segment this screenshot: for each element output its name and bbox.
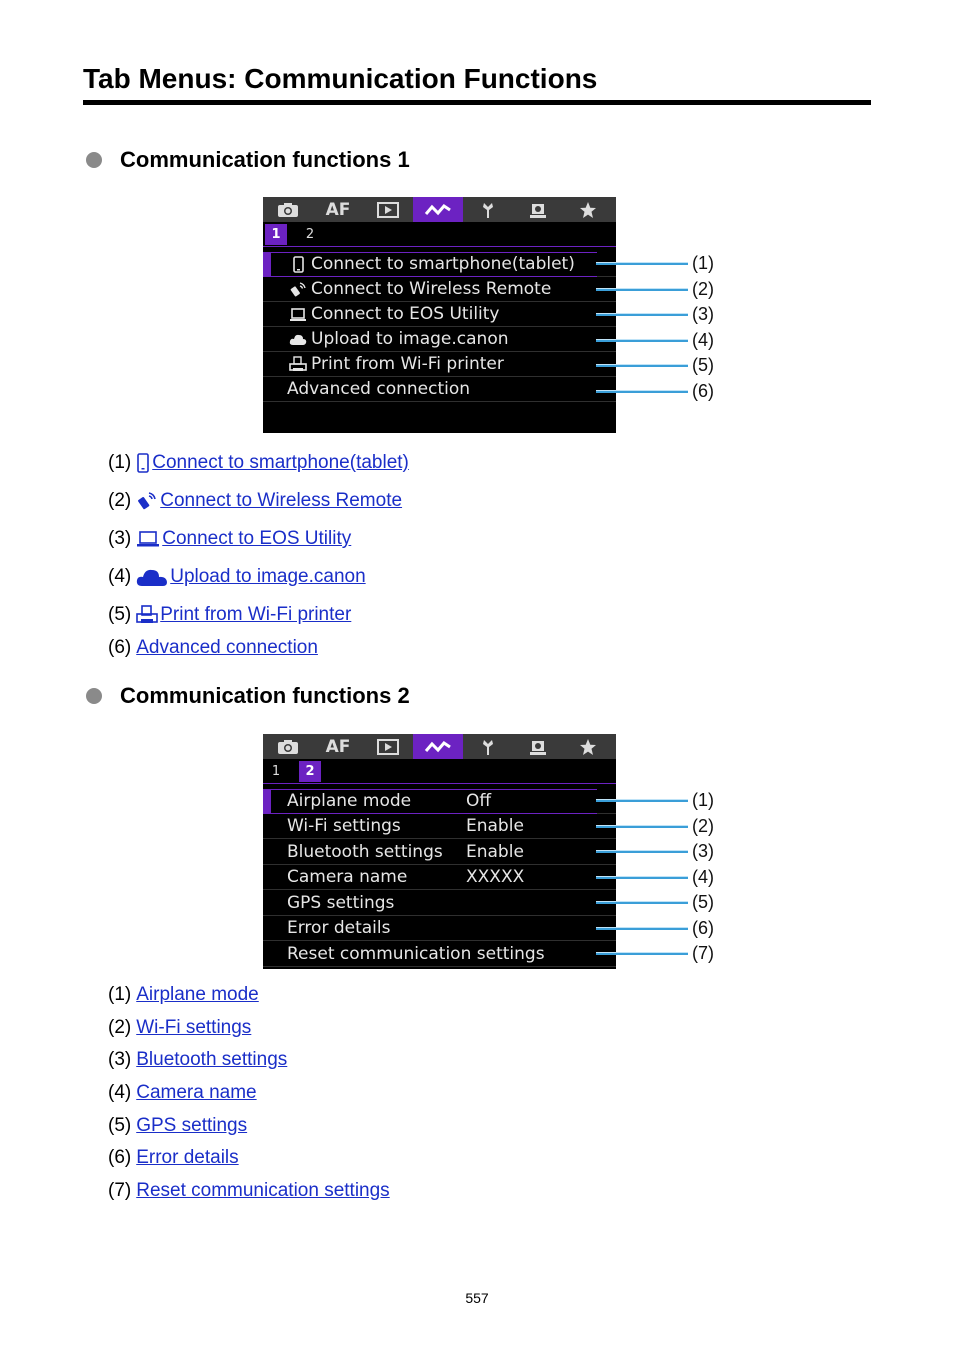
menu-row [263,891,616,916]
page-2-indicator: 2 [299,761,321,782]
link-connect-eos-utility[interactable]: Connect to EOS Utility [162,528,352,549]
list-item: (5) GPS settings [108,1115,248,1136]
menu-row-label: Upload to image.canon [311,329,509,349]
page-1-indicator: 1 [265,224,287,245]
list-item: (3) Bluetooth settings [108,1049,288,1070]
menu-row-label: Camera name [287,867,408,887]
printer-icon [136,604,158,626]
menu-row-label: Wi-Fi settings [287,816,401,836]
menu-tab-bar [263,734,616,759]
menu-row [263,916,616,941]
menu-row-label: Bluetooth settings [287,842,443,862]
tab-star-icon [563,197,613,222]
menu-row [263,814,616,839]
link-connect-smartphone[interactable]: Connect to smartphone(tablet) [152,452,409,473]
tab-custom-icon [513,197,563,222]
callout-number: (4) [692,867,714,887]
laptop-icon [136,528,160,550]
section-heading-text: Communication functions 1 [120,147,410,172]
bullet-icon [86,152,102,168]
menu-row [263,277,616,302]
menu-row-value: Enable [466,842,524,862]
menu-row-label: Connect to EOS Utility [311,304,500,324]
tab-wrench-icon [463,734,513,759]
menu-row-label: Error details [287,918,391,938]
link-airplane-mode[interactable]: Airplane mode [136,984,259,1005]
link-connect-wireless-remote[interactable]: Connect to Wireless Remote [160,490,403,511]
camera-menu-screenshot-1 [263,197,616,433]
link-bluetooth-settings[interactable]: Bluetooth settings [136,1049,288,1070]
list-item: (3) Connect to EOS Utility [108,528,352,549]
menu-row-label: Reset communication settings [287,944,545,964]
callout-number: (5) [692,355,714,375]
list-item: (2) Wi-Fi settings [108,1017,252,1038]
tab-af: AF [325,736,351,757]
callout-number: (5) [692,892,714,912]
link-wifi-settings[interactable]: Wi-Fi settings [136,1017,252,1038]
tab-star-icon [563,734,613,759]
tab-camera-icon [263,734,313,759]
list-item: (6) Error details [108,1147,239,1168]
menu-row-label: Connect to Wireless Remote [311,279,552,299]
page-2-indicator: 2 [305,227,315,242]
menu-page-bar [263,759,616,784]
printer-icon [289,356,307,373]
page-1-indicator: 1 [271,764,281,779]
menu-row [263,865,616,890]
tab-communication-icon [413,734,463,759]
menu-row [263,327,616,352]
menu-row-label: Connect to smartphone(tablet) [311,254,575,274]
section-heading-2 [86,681,410,711]
tab-playback-icon [363,734,413,759]
callout-number: (3) [692,841,714,861]
link-print-wifi-printer[interactable]: Print from Wi-Fi printer [160,604,352,625]
callout-number: (7) [692,943,714,963]
menu-row-label: Airplane mode [287,791,412,811]
callout-number: (2) [692,816,714,836]
menu-row [263,789,616,814]
link-camera-name[interactable]: Camera name [136,1082,257,1103]
menu-row-value: Enable [466,816,524,836]
menu-row [263,942,616,967]
callout-number: (6) [692,381,714,401]
menu-row-value: XXXXX [466,867,525,887]
menu-row-label: Advanced connection [287,379,471,399]
menu-row-value: Off [466,791,492,811]
cloud-icon [289,331,307,348]
menu-row [263,377,616,402]
menu-row [263,302,616,327]
list-item: (4) Camera name [108,1082,257,1103]
list-item: (2) Connect to Wireless Remote [108,490,403,511]
wireless-remote-icon [136,490,158,512]
callout-number: (4) [692,330,714,350]
list-item: (1) Connect to smartphone(tablet) [108,452,409,473]
page-title: Tab Menus: Communication Functions [83,62,871,105]
tab-custom-icon [513,734,563,759]
section-heading-text: Communication functions 2 [120,683,410,708]
menu-row [263,252,616,277]
link-error-details[interactable]: Error details [136,1147,239,1168]
callout-number: (2) [692,279,714,299]
menu-row-label: GPS settings [287,893,395,913]
callout-number: (1) [692,253,714,273]
tab-camera-icon [263,197,313,222]
wireless-remote-icon [289,281,307,298]
laptop-icon [289,306,307,323]
list-item: (6) Advanced connection [108,637,318,658]
menu-row [263,840,616,865]
list-item: (7) Reset communication settings [108,1180,390,1201]
tab-wrench-icon [463,197,513,222]
list-item: (4) Upload to image.canon [108,566,366,587]
list-item: (1) Airplane mode [108,984,259,1005]
list-item: (5) Print from Wi-Fi printer [108,604,352,625]
link-upload-image-canon[interactable]: Upload to image.canon [170,566,366,587]
tab-communication-icon [413,197,463,222]
menu-page-bar [263,222,616,247]
menu-row-label: Print from Wi-Fi printer [311,354,504,374]
callout-number: (3) [692,304,714,324]
tab-af: AF [325,199,351,220]
menu-tab-bar [263,197,616,222]
tab-playback-icon [363,197,413,222]
link-advanced-connection[interactable]: Advanced connection [136,637,318,658]
page-number: 557 [465,1290,489,1306]
callout-number: (6) [692,918,714,938]
bullet-icon [86,688,102,704]
link-gps-settings[interactable]: GPS settings [136,1115,248,1136]
smartphone-icon [289,256,307,273]
smartphone-icon [136,452,150,474]
section-heading-1 [86,145,410,175]
link-reset-communication-settings[interactable]: Reset communication settings [136,1180,390,1201]
cloud-icon [136,566,168,588]
callout-number: (1) [692,790,714,810]
menu-row [263,352,616,377]
camera-menu-screenshot-2 [263,734,616,969]
